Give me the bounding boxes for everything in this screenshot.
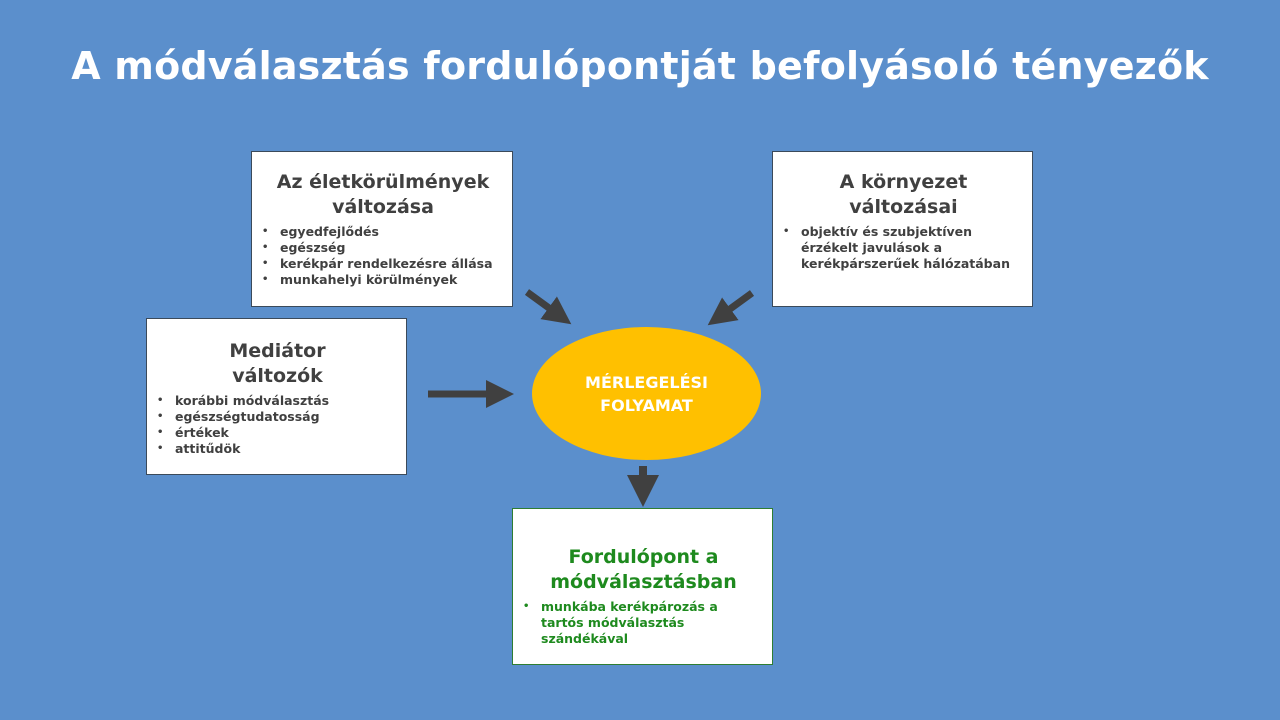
bullet-icon: •: [262, 242, 269, 253]
turning-heading-line1: Fordulópont a: [568, 546, 719, 568]
bullet-icon: •: [157, 427, 164, 438]
arrow-environment-to-center: [719, 293, 752, 317]
environment-box: [772, 151, 1033, 307]
list-item: [157, 441, 398, 457]
list-item-text: egészség: [280, 240, 346, 255]
turning-point-heading: [523, 545, 764, 595]
list-item: [262, 240, 504, 256]
bullet-icon: •: [262, 226, 269, 237]
list-item-text: munkahelyi körülmények: [280, 272, 458, 287]
mediator-heading-line2: változók: [232, 365, 323, 387]
mediator-box: [146, 318, 407, 475]
list-item-text: egészségtudatosság: [175, 409, 320, 424]
bullet-icon: •: [523, 601, 530, 612]
list-item-text: attitűdök: [175, 441, 241, 456]
life-circumstances-box: [251, 151, 513, 307]
turning-point-list: [523, 599, 764, 647]
life-heading-line1: Az életkörülmények: [276, 171, 490, 193]
list-item-text: egyedfejlődés: [280, 224, 379, 239]
environment-heading: [783, 170, 1024, 220]
arrow-life-to-center: [527, 292, 560, 316]
list-item: [262, 256, 504, 272]
list-item: [157, 409, 398, 425]
bullet-icon: •: [262, 258, 269, 269]
slide-title: A módválasztás fordulópontját befolyásoló tényezők: [71, 44, 1209, 88]
list-item-text: értékek: [175, 425, 229, 440]
bullet-icon: •: [783, 226, 790, 237]
deliberation-process-label: [585, 371, 708, 417]
bullet-icon: •: [157, 443, 164, 454]
environment-list: [783, 224, 1024, 272]
environment-heading-line1: A környezet: [839, 171, 968, 193]
turning-heading-line2: módválasztásban: [550, 571, 737, 593]
bullet-icon: •: [157, 395, 164, 406]
list-item: [783, 224, 1024, 272]
list-item: [157, 425, 398, 441]
life-heading-line2: változása: [332, 196, 434, 218]
list-item: [262, 272, 504, 288]
mediator-heading: [157, 339, 398, 389]
list-item: [523, 599, 764, 647]
list-item: [157, 393, 398, 409]
mediator-list: [157, 393, 398, 457]
center-line2: FOLYAMAT: [600, 395, 693, 415]
life-circumstances-list: [262, 224, 504, 288]
list-item-text: objektív és szubjektíven érzékelt javulások a kerékpárszerűek hálózatában: [801, 224, 1010, 271]
life-circumstances-heading: [262, 170, 504, 220]
list-item-text: kerékpár rendelkezésre állása: [280, 256, 493, 271]
turning-point-box: [512, 508, 773, 665]
list-item-text: munkába kerékpározás a tartós módválasztás szándékával: [541, 599, 718, 646]
mediator-heading-line1: Mediátor: [229, 340, 326, 362]
center-line1: MÉRLEGELÉSI: [585, 372, 708, 392]
list-item: [262, 224, 504, 240]
bullet-icon: •: [157, 411, 164, 422]
list-item-text: korábbi módválasztás: [175, 393, 330, 408]
deliberation-process-ellipse: [532, 327, 761, 460]
bullet-icon: •: [262, 274, 269, 285]
environment-heading-line2: változásai: [849, 196, 958, 218]
